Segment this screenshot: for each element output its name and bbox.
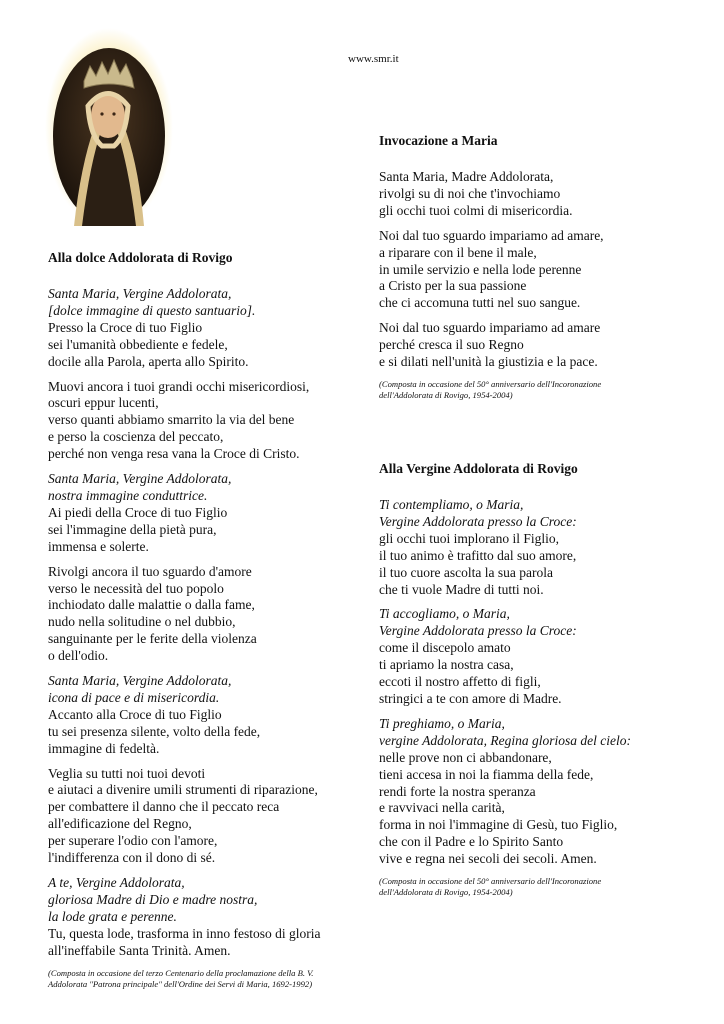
stanza — [48, 564, 358, 665]
poem-line: e perso la coscienza del peccato, — [48, 429, 224, 445]
poem-left-title: Alla dolce Addolorata di Rovigo — [48, 250, 233, 265]
poem-line: l'indifferenza con il dono di sé. — [48, 850, 216, 866]
poem-line: che con il Padre e lo Spirito Santo — [379, 834, 564, 850]
stanza — [379, 320, 699, 371]
note-line: Addolorata "Patrona principale" dell'Ordine dei Servi di Maria, 1692-1992) — [48, 978, 313, 989]
poem-line: [dolce immagine di questo santuario]. — [48, 302, 256, 318]
stanza — [48, 471, 358, 556]
note-line: (Composta in occasione del terzo Centenario della proclamazione della B. V. — [48, 967, 314, 978]
poem-line: docile alla Parola, aperta allo Spirito. — [48, 353, 249, 369]
poem-left-note — [48, 968, 358, 990]
poem-line: per combattere il danno che il peccato reca — [48, 799, 280, 815]
poem-line: o dell'odio. — [48, 648, 109, 664]
poem-line: che ci accomuna tutti nel suo sangue. — [379, 295, 581, 311]
poem-line: come il discepolo amato — [379, 640, 511, 656]
poem-line: gli occhi tuoi implorano il Figlio, — [379, 530, 559, 546]
poem-right-top — [379, 132, 699, 401]
poem-line: il tuo animo è trafitto dal suo amore, — [379, 547, 577, 563]
note-line: (Composta in occasione del 50° anniversario dell'Incoronazione — [379, 876, 602, 887]
poem-line: Ti accogliamo, o Maria, — [379, 606, 510, 622]
website-url[interactable]: www.smr.it — [348, 53, 399, 65]
stanza — [379, 169, 699, 220]
poem-line: eccoti il nostro affetto di figli, — [379, 674, 541, 690]
poem-line: Ti preghiamo, o Maria, — [379, 715, 505, 731]
poem-line: Presso la Croce di tuo Figlio — [48, 319, 203, 335]
poem-line: tu sei presenza silente, volto della fede, — [48, 723, 261, 739]
poem-line: a riparare con il bene il male, — [379, 244, 537, 260]
poem-line: Santa Maria, Vergine Addolorata, — [48, 471, 232, 487]
stanza — [379, 606, 699, 707]
poem-line: Accanto alla Croce di tuo Figlio — [48, 706, 222, 722]
poem-line: rivolgi su di noi che t'invochiamo — [379, 185, 561, 201]
poem-line: Ti contempliamo, o Maria, — [379, 497, 524, 512]
stanza — [48, 379, 358, 464]
poem-line: e si dilati nell'unità la giustizia e la pace. — [379, 354, 598, 370]
poem-line: vergine Addolorata, Regina gloriosa del cielo: — [379, 732, 631, 748]
poem-line: Santa Maria, Vergine Addolorata, — [48, 673, 232, 689]
poem-line: perché cresca il suo Regno — [379, 337, 524, 353]
poem-line: icona di pace e di misericordia. — [48, 689, 220, 705]
poem-line: gloriosa Madre di Dio e madre nostra, — [48, 891, 258, 907]
poem-line: oscuri eppur lucenti, — [48, 395, 159, 411]
poem-line: nostra immagine conduttrice. — [48, 487, 208, 503]
poem-line: e aiutaci a divenire umili strumenti di riparazione, — [48, 782, 318, 798]
poem-line: Veglia su tutti noi tuoi devoti — [48, 765, 206, 781]
poem-line: verso quanti abbiamo smarrito la via del bene — [48, 412, 295, 428]
poem-line: sei l'umanità obbediente e fedele, — [48, 336, 228, 352]
poem-line: perché non venga resa vana la Croce di Cristo. — [48, 446, 300, 462]
poem-line: Santa Maria, Vergine Addolorata, — [48, 286, 232, 301]
poem-line: Santa Maria, Madre Addolorata, — [379, 169, 554, 184]
poem-line: Vergine Addolorata presso la Croce: — [379, 623, 577, 639]
poem-line: a Cristo per la sua passione — [379, 278, 527, 294]
poem-line: la lode grata e perenne. — [48, 908, 177, 924]
madonna-portrait-image — [44, 26, 174, 231]
poem-line: inchiodato dalle malattie o dalla fame, — [48, 597, 255, 613]
stanza — [48, 875, 358, 960]
poem-line: per superare l'odio con l'amore, — [48, 833, 218, 849]
poem-line: all'edificazione del Regno, — [48, 816, 192, 832]
poem-line: immensa e solerte. — [48, 538, 149, 554]
poem-line: forma in noi l'immagine di Gesù, tuo Figlio, — [379, 817, 618, 833]
note-line: (Composta in occasione del 50° anniversario dell'Incoronazione — [379, 378, 602, 389]
poem-line: gli occhi tuoi colmi di misericordia. — [379, 202, 573, 218]
poem-line: in umile servizio e nella lode perenne — [379, 261, 582, 277]
poem-line: vive e regna nei secoli dei secoli. Amen. — [379, 851, 597, 867]
poem-right-top-note — [379, 379, 699, 401]
stanza — [48, 286, 358, 371]
stanza — [379, 716, 699, 868]
poem-line: Muovi ancora i tuoi grandi occhi misericordiosi, — [48, 378, 310, 394]
poem-right-bottom — [379, 460, 699, 898]
poem-line: immagine di fedeltà. — [48, 740, 160, 756]
poem-line: tieni accesa in noi la fiamma della fede, — [379, 766, 594, 782]
poem-line: rendi forte la nostra speranza — [379, 783, 536, 799]
poem-line: nelle prove non ci abbandonare, — [379, 749, 552, 765]
poem-line: Vergine Addolorata presso la Croce: — [379, 513, 577, 529]
stanza — [48, 766, 358, 867]
note-line: dell'Addolorata di Rovigo, 1954-2004) — [379, 389, 513, 400]
poem-line: Noi dal tuo sguardo impariamo ad amare, — [379, 227, 604, 243]
poem-line: ti apriamo la nostra casa, — [379, 657, 514, 673]
poem-line: il tuo cuore ascolta la sua parola — [379, 564, 553, 580]
poem-line: all'ineffabile Santa Trinità. Amen. — [48, 942, 231, 958]
poem-line: nudo nella solitudine o nel dubbio, — [48, 614, 236, 630]
poem-line: A te, Vergine Addolorata, — [48, 875, 185, 890]
poem-line: Rivolgi ancora il tuo sguardo d'amore — [48, 563, 252, 579]
poem-right-top-title: Invocazione a Maria — [379, 133, 498, 148]
poem-line: sei l'immagine della pietà pura, — [48, 521, 217, 537]
poem-line: sanguinante per le ferite della violenza — [48, 631, 257, 647]
poem-line: verso le necessità del tuo popolo — [48, 580, 224, 596]
poem-right-bottom-title: Alla Vergine Addolorata di Rovigo — [379, 461, 578, 476]
poem-line: Ai piedi della Croce di tuo Figlio — [48, 504, 228, 520]
poem-line: Noi dal tuo sguardo impariamo ad amare — [379, 320, 601, 336]
stanza — [48, 673, 358, 758]
poem-line: Tu, questa lode, trasforma in inno festoso di gloria — [48, 925, 321, 941]
poem-line: che ti vuole Madre di tutti noi. — [379, 581, 544, 597]
poem-right-bottom-note — [379, 876, 699, 898]
poem-line: e ravvivaci nella carità, — [379, 800, 505, 816]
poem-line: stringici a te con amore di Madre. — [379, 690, 562, 706]
stanza — [379, 228, 699, 313]
note-line: dell'Addolorata di Rovigo, 1954-2004) — [379, 887, 513, 898]
poem-left — [48, 249, 358, 990]
stanza — [379, 497, 699, 598]
